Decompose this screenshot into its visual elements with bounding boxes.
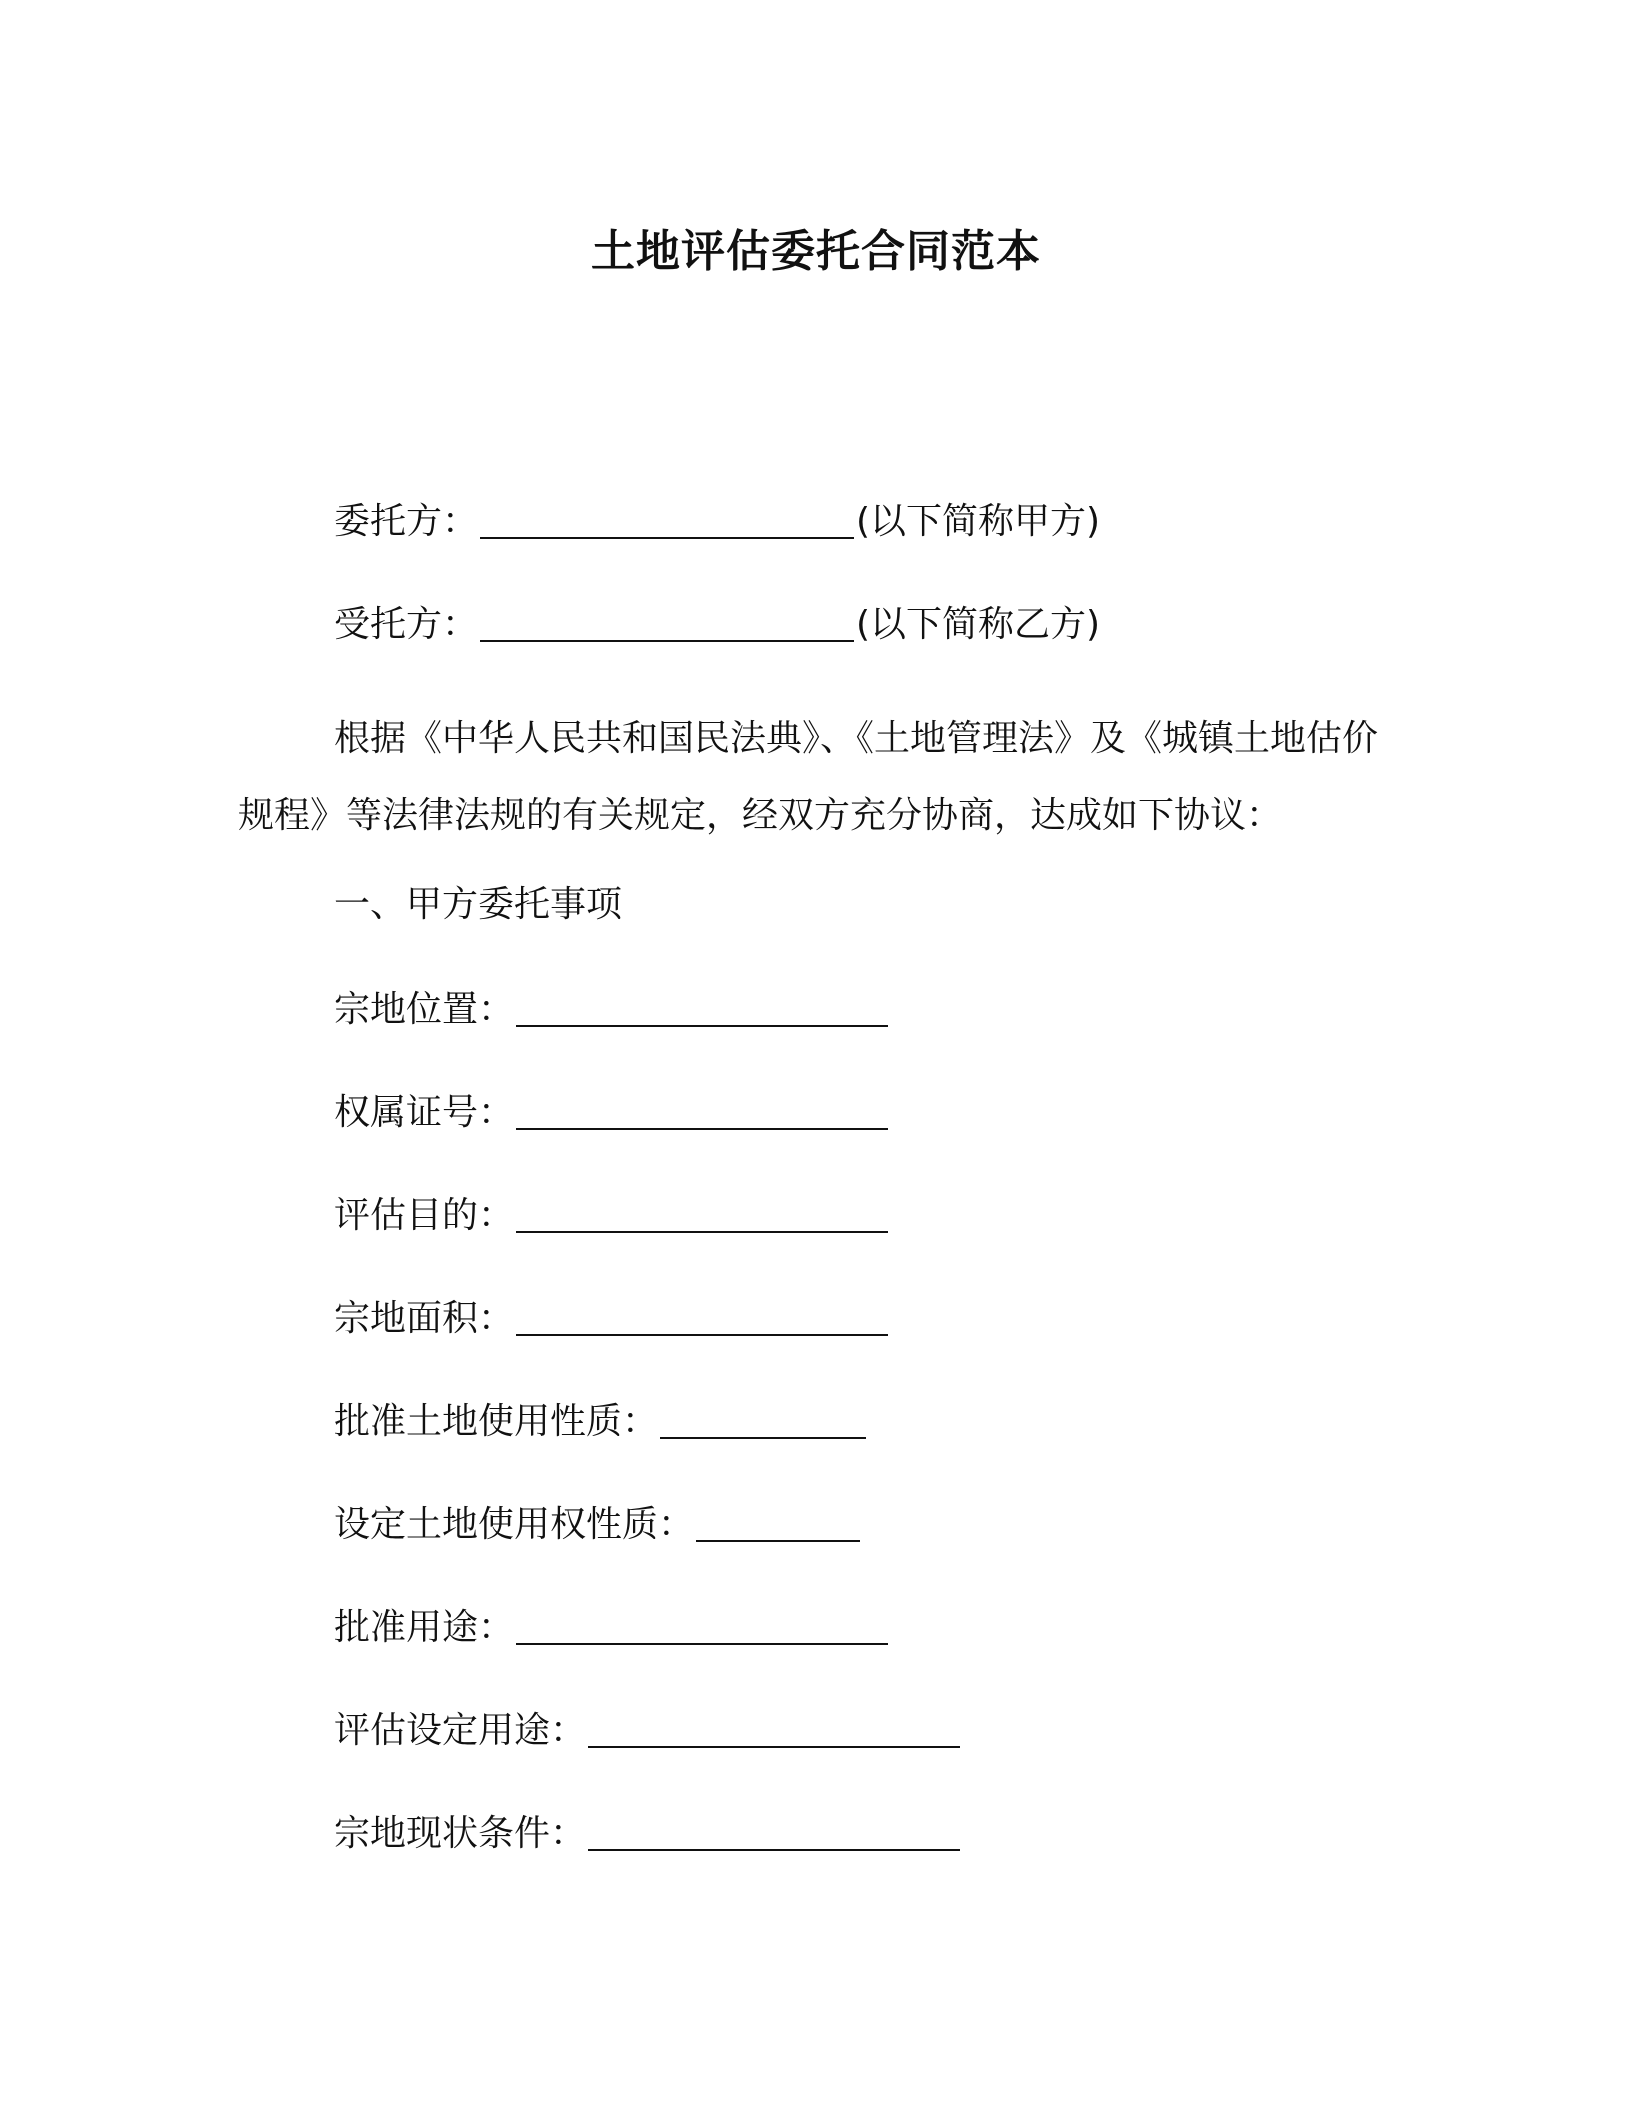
- field-label: 批准土地使用性质：: [334, 1401, 659, 1442]
- field-blank: [516, 1195, 888, 1233]
- section-heading: 一、甲方委托事项: [334, 884, 623, 925]
- field-label: 批准用途：: [334, 1607, 515, 1648]
- field-cert-no: [334, 1086, 890, 1138]
- field-label: 设定土地使用权性质：: [334, 1504, 695, 1545]
- client-label: 委托方：: [334, 501, 479, 542]
- field-blank: [516, 1092, 888, 1130]
- preamble-paragraph: 根据《中华人民共和国民法典》、《土地管理法》及《城镇土地估价规程》等法律法规的有关规定，经双方充分协商，达成如下协议：: [238, 718, 1379, 836]
- field-approved-use: [334, 1601, 890, 1653]
- field-current-condition: [334, 1807, 962, 1859]
- field-label: 宗地面积：: [334, 1298, 515, 1339]
- field-blank: [696, 1504, 860, 1542]
- field-area: [334, 1292, 890, 1344]
- client-line: [334, 495, 1100, 547]
- field-label: 宗地位置：: [334, 989, 515, 1030]
- agent-suffix: (以下简称乙方): [856, 604, 1101, 645]
- field-approved-nature: [334, 1395, 868, 1447]
- field-set-use: [334, 1704, 962, 1756]
- field-blank: [588, 1813, 960, 1851]
- field-blank: [588, 1710, 960, 1748]
- client-suffix: (以下简称甲方): [856, 501, 1101, 542]
- field-label: 评估设定用途：: [334, 1710, 587, 1751]
- field-blank: [516, 1607, 888, 1645]
- agent-blank: [480, 604, 854, 642]
- field-blank: [516, 989, 888, 1027]
- field-location: [334, 983, 890, 1035]
- field-label: 宗地现状条件：: [334, 1813, 587, 1854]
- field-blank: [516, 1298, 888, 1336]
- agent-label: 受托方：: [334, 604, 479, 645]
- field-set-right-nature: [334, 1498, 862, 1550]
- field-blank: [660, 1401, 866, 1439]
- field-label: 评估目的：: [334, 1195, 515, 1236]
- agent-line: [334, 598, 1100, 650]
- client-blank: [480, 501, 854, 539]
- document-title: 土地评估委托合同范本: [591, 226, 1041, 277]
- field-purpose: [334, 1189, 890, 1241]
- field-label: 权属证号：: [334, 1092, 515, 1133]
